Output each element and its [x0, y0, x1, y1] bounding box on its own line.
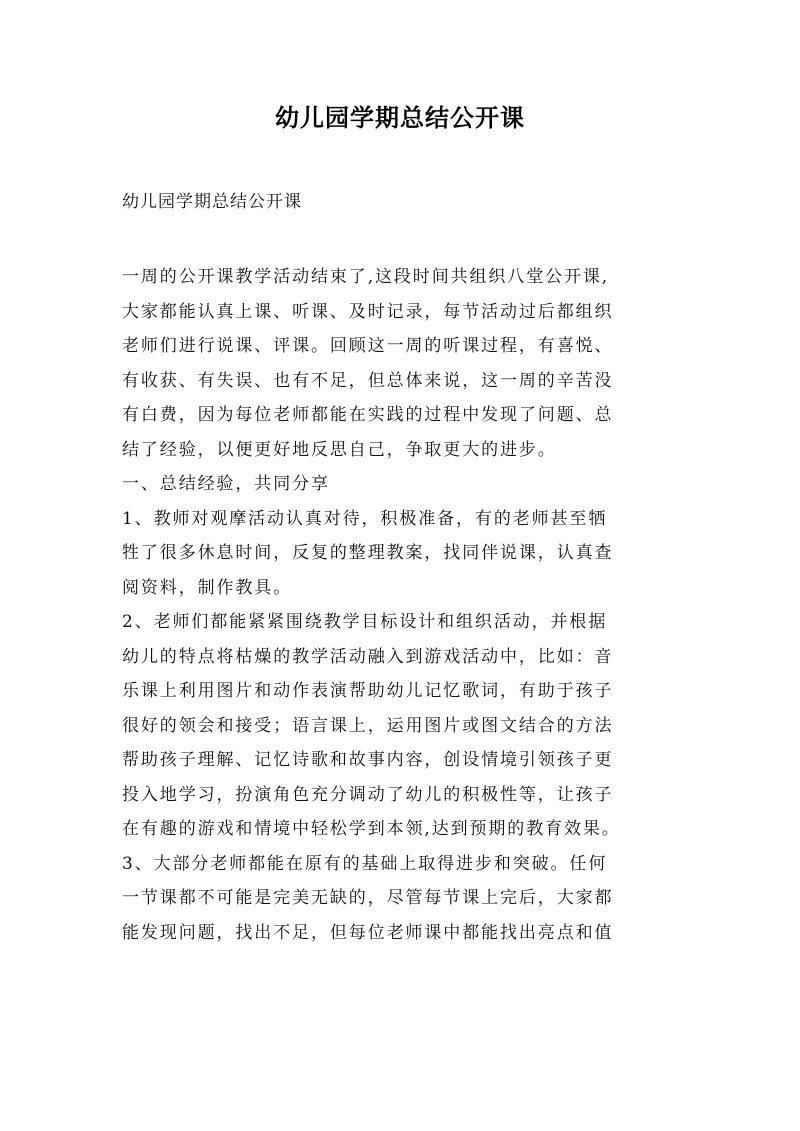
body-line: 能发现问题，找出不足，但每位老师课中都能找出亮点和值: [122, 922, 614, 943]
body-line: 一周的公开课教学活动结束了,这段时间共组织八堂公开课,: [122, 267, 610, 287]
section-heading: 一、总结经验，共同分享: [122, 474, 330, 494]
document-title: 幼儿园学期总结公开课: [275, 104, 525, 132]
body-line: 牲了很多休息时间，反复的整理教案，找同伴说课，认真查: [122, 543, 614, 563]
document-subtitle: 幼儿园学期总结公开课: [122, 192, 302, 212]
body-line: 很好的领会和接受；语言课上，运用图片或图文结合的方法: [122, 715, 614, 736]
body-line: 有白费，因为每位老师都能在实践的过程中发现了问题、总: [122, 405, 614, 425]
body-line: 老师们进行说课、评课。回顾这一周的听课过程，有喜悦、: [122, 336, 614, 356]
body-line: 有收获、有失误、也有不足，但总体来说，这一周的辛苦没: [122, 370, 614, 391]
body-line: 在有趣的游戏和情境中轻松学到本领,达到预期的教育效果。: [122, 819, 621, 839]
body-line: 大家都能认真上课、听课、及时记录，每节活动过后都组织: [122, 301, 614, 322]
document-body: [122, 260, 692, 950]
body-line: 结了经验，以便更好地反思自己，争取更大的进步。: [122, 439, 557, 460]
body-line: 一节课都不可能是完美无缺的，尽管每节课上完后，大家都: [122, 888, 614, 908]
body-line: 投入地学习，扮演角色充分调动了幼儿的积极性等，让孩子: [122, 784, 614, 805]
body-line: 3、大部分老师都能在原有的基础上取得进步和突破。任何: [122, 853, 608, 874]
body-line: 阅资料，制作教具。: [122, 577, 293, 598]
body-line: 2、老师们都能紧紧围绕教学目标设计和组织活动，并根据: [122, 612, 608, 632]
body-line: 帮助孩子理解、记忆诗歌和故事内容，创设情境引领孩子更: [122, 750, 614, 770]
body-line: 幼儿的特点将枯燥的教学活动融入到游戏活动中，比如：音: [122, 646, 614, 667]
body-line: 1、教师对观摩活动认真对待，积极准备，有的老师甚至牺: [122, 508, 608, 529]
body-line: 乐课上利用图片和动作表演帮助幼儿记忆歌词，有助于孩子: [122, 681, 614, 701]
